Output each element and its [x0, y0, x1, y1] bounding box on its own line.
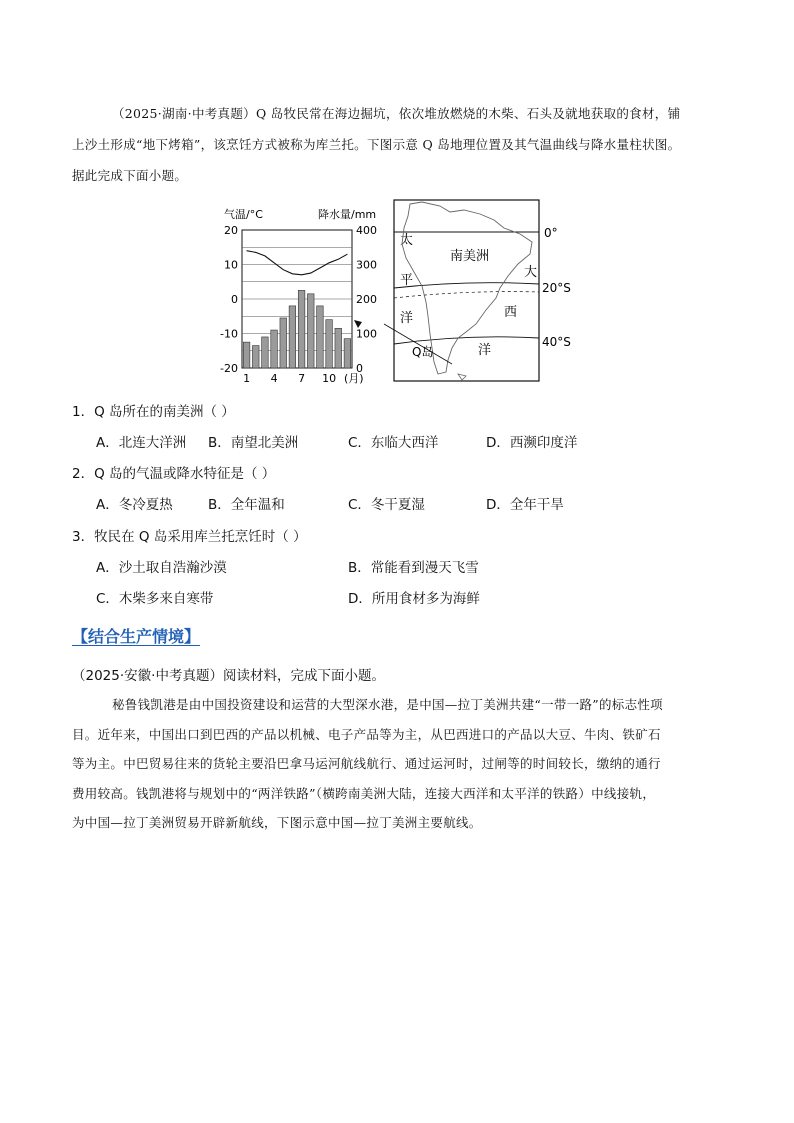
passage-line-1: 秘鲁钱凯港是由中国投资建设和运营的大型深水港，是中国—拉丁美洲共建“一带一路”的标志性项	[112, 697, 663, 712]
x-axis-label: (月)	[344, 372, 364, 385]
section-title: 【结合生产情境】	[72, 627, 201, 646]
y-left-tick: -20	[220, 362, 238, 375]
precipitation-bar-8	[307, 294, 314, 368]
precipitation-bar-4	[271, 330, 278, 368]
climate-chart	[222, 204, 382, 386]
passage-line-5: 为中国—拉丁美洲贸易开辟新航线，下图示意中国—拉丁美洲主要航线。	[72, 815, 482, 830]
latitude-0-label: 0°	[544, 226, 558, 240]
precipitation-bar-2	[252, 346, 259, 368]
q3-option-a[interactable]: A．沙土取自浩瀚沙漠	[96, 560, 227, 576]
y-right-tick: 200	[356, 293, 377, 306]
pacific-char-1: 太	[400, 233, 414, 248]
atlantic-char-3: 洋	[478, 343, 492, 358]
y-left-tick: -10	[220, 327, 238, 341]
x-tick: 7	[298, 372, 306, 385]
passage-line-2: 目。近年来，中国出口到巴西的产品以机械、电子产品等为主，从巴西进口的产品以大豆、牛肉、铁矿石	[72, 726, 661, 742]
precipitation-bar-12	[344, 339, 351, 368]
passage-line-4: 费用较高。钱凯港将与规划中的“两洋铁路”（横跨南美洲大陆，连接大西洋和太平洋的铁路）中线接轨，	[72, 785, 656, 801]
x-tick: 1	[243, 372, 251, 385]
intro-line-1: （2025·湖南·中考真题）Q 岛牧民常在海边掘坑，依次堆放燃烧的木柴、石头及就地获取的食材，铺	[112, 106, 681, 121]
y-left-tick: 0	[231, 293, 238, 306]
precipitation-bar-11	[335, 328, 342, 368]
q-island-label: Q岛	[412, 345, 434, 359]
temperature-line	[247, 251, 348, 275]
x-tick: 4	[270, 372, 278, 385]
precipitation-bar-6	[289, 306, 296, 368]
q1-option-c[interactable]: C．东临大西洋	[348, 435, 439, 451]
intro-line-2: 上沙土形成“地下烤箱”，该烹饪方式被称为库兰托。下图示意 Q 岛地理位置及其气温曲线与降水量柱状图。	[72, 137, 681, 152]
q2-option-c[interactable]: C．冬干夏湿	[348, 497, 425, 513]
atlantic-char-2: 西	[504, 305, 518, 320]
arrow-head	[352, 316, 392, 336]
y-left-label: 气温/°C	[224, 208, 263, 221]
q2-option-a[interactable]: A．冬冷夏热	[96, 497, 173, 513]
south-america-map	[392, 198, 582, 384]
passage-line-3: 等为主。中巴贸易往来的货轮主要沿巴拿马运河航线航行、通过运河时，过闸等的时间较长，缴纳的通行	[72, 756, 661, 771]
pacific-char-3: 洋	[400, 311, 414, 326]
continent-label: 南美洲	[450, 249, 490, 264]
atlantic-char-1: 大	[524, 265, 538, 280]
y-right-tick: 300	[356, 258, 377, 272]
q2-option-b[interactable]: B．全年温和	[208, 497, 285, 513]
q3-option-c[interactable]: C．木柴多来自寒带	[96, 591, 214, 607]
y-right-tick: 400	[356, 224, 377, 237]
reading-passage	[72, 690, 772, 838]
precipitation-bar-10	[326, 320, 333, 368]
precipitation-bar-9	[317, 306, 324, 368]
q1-option-d[interactable]: D．西濒印度洋	[486, 435, 578, 451]
precipitation-bar-3	[262, 337, 269, 368]
question-1-stem: 1．Q 岛所在的南美洲（ ）	[72, 404, 235, 420]
intro-paragraph	[72, 98, 772, 191]
precipitation-bar-5	[280, 318, 287, 368]
question-2-stem: 2．Q 岛的气温或降水特征是（ ）	[72, 466, 276, 482]
q3-option-b[interactable]: B．常能看到漫天飞雪	[348, 560, 479, 576]
y-left-tick: 10	[224, 258, 238, 272]
latitude-20s-label: 20°S	[542, 281, 571, 295]
precipitation-bars	[243, 290, 350, 368]
pacific-char-2: 平	[400, 273, 414, 288]
intro-line-3: 据此完成下面小题。	[72, 168, 188, 183]
y-left-tick: 20	[224, 224, 238, 237]
precipitation-bar-7	[298, 290, 305, 368]
q3-option-d[interactable]: D．所用食材多为海鲜	[348, 591, 480, 607]
y-right-tick: 100	[356, 327, 377, 341]
latitude-40s-label: 40°S	[542, 335, 571, 349]
x-tick: 10	[322, 372, 337, 385]
section-intro: （2025·安徽·中考真题）阅读材料，完成下面小题。	[72, 668, 385, 684]
y-right-tick: 0	[356, 362, 363, 375]
y-right-label: 降水量/mm	[318, 208, 377, 221]
question-3-stem: 3．牧民在 Q 岛采用库兰托烹饪时（ ）	[72, 529, 307, 545]
q2-option-d[interactable]: D．全年干旱	[486, 497, 564, 513]
q1-option-b[interactable]: B．南望北美洲	[208, 435, 299, 451]
precipitation-bar-1	[243, 342, 250, 368]
q1-option-a[interactable]: A．北连大洋洲	[96, 435, 187, 451]
